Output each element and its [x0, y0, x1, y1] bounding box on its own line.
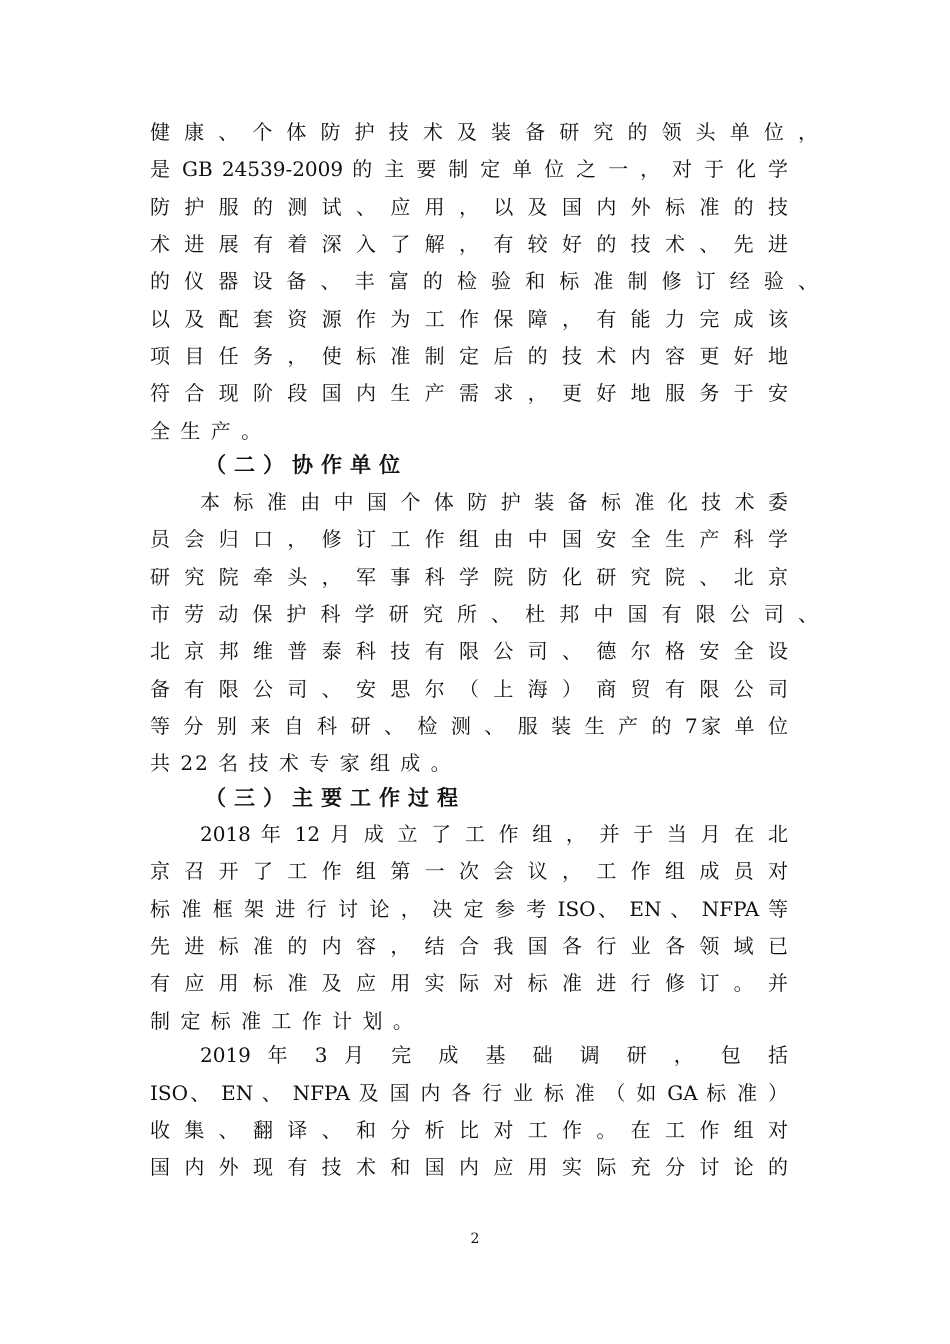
body-text-line: 标 准 框 架 进 行 讨 论 ， 决 定 参 考 ISO、 EN 、 NFPA 等 — [150, 897, 788, 921]
body-text-line: 国 内 外 现 有 技 术 和 国 内 应 用 实 际 充 分 讨 论 的 — [150, 1155, 788, 1179]
body-text-line: 项 目 任 务 ， 使 标 准 制 定 后 的 技 术 内 容 更 好 地 — [150, 344, 788, 368]
body-text-line: 健 康 、 个 体 防 护 技 术 及 装 备 研 究 的 领 头 单 位 ， — [150, 120, 818, 144]
body-text-line: 共 22 名 技 术 专 家 组 成 。 — [150, 751, 453, 775]
body-text-line: 2019 年 3 月 完 成 基 础 调 研 ， 包 括 — [200, 1043, 788, 1067]
body-text-line: 北 京 邦 维 普 泰 科 技 有 限 公 司 、 德 尔 格 安 全 设 — [150, 639, 788, 663]
section-heading: （三）主要工作过程 — [205, 785, 466, 810]
body-text-line: 研 究 院 牵 头 ， 军 事 科 学 院 防 化 研 究 院 、 北 京 — [150, 565, 788, 589]
page-number: 2 — [470, 1231, 480, 1247]
body-text-line: 2018 年 12 月 成 立 了 工 作 组 ， 并 于 当 月 在 北 — [200, 822, 788, 846]
body-text-line: 备 有 限 公 司 、 安 思 尔 （ 上 海 ） 商 贸 有 限 公 司 — [150, 677, 788, 701]
body-text-line: 收 集 、 翻 译 、 和 分 析 比 对 工 作 。 在 工 作 组 对 — [150, 1118, 788, 1142]
body-text-line: 有 应 用 标 准 及 应 用 实 际 对 标 准 进 行 修 订 。 并 — [150, 971, 788, 995]
body-text-line: 术 进 展 有 着 深 入 了 解 ， 有 较 好 的 技 术 、 先 进 — [150, 232, 788, 256]
body-text-line: 员 会 归 口 ， 修 订 工 作 组 由 中 国 安 全 生 产 科 学 — [150, 527, 788, 551]
body-text-line: 全 生 产 。 — [150, 419, 264, 443]
body-text-line: 防 护 服 的 测 试 、 应 用 ， 以 及 国 内 外 标 准 的 技 — [150, 195, 788, 219]
body-text-line: 的 仪 器 设 备 、 丰 富 的 检 验 和 标 准 制 修 订 经 验 、 — [150, 269, 818, 293]
section-heading: （二）协作单位 — [205, 452, 408, 477]
body-text-line: 制 定 标 准 工 作 计 划 。 — [150, 1009, 415, 1033]
body-text-line: ISO、 EN 、 NFPA 及 国 内 各 行 业 标 准 （ 如 GA 标 准 ） — [150, 1081, 788, 1105]
body-text-line: 以 及 配 套 资 源 作 为 工 作 保 障 ， 有 能 力 完 成 该 — [150, 307, 788, 331]
body-text-line: 是 GB 24539-2009 的 主 要 制 定 单 位 之 一 ， 对 于 化 学 — [150, 157, 788, 181]
body-text-line: 本 标 准 由 中 国 个 体 防 护 装 备 标 准 化 技 术 委 — [200, 490, 788, 514]
body-text-line: 市 劳 动 保 护 科 学 研 究 所 、 杜 邦 中 国 有 限 公 司 、 — [150, 602, 818, 626]
body-text-line: 符 合 现 阶 段 国 内 生 产 需 求 ， 更 好 地 服 务 于 安 — [150, 381, 788, 405]
body-text-line: 等 分 别 来 自 科 研 、 检 测 、 服 装 生 产 的 7家 单 位 — [150, 714, 788, 738]
body-text-line: 先 进 标 准 的 内 容 ， 结 合 我 国 各 行 业 各 领 域 已 — [150, 934, 788, 958]
body-text-line: 京 召 开 了 工 作 组 第 一 次 会 议 ， 工 作 组 成 员 对 — [150, 859, 788, 883]
